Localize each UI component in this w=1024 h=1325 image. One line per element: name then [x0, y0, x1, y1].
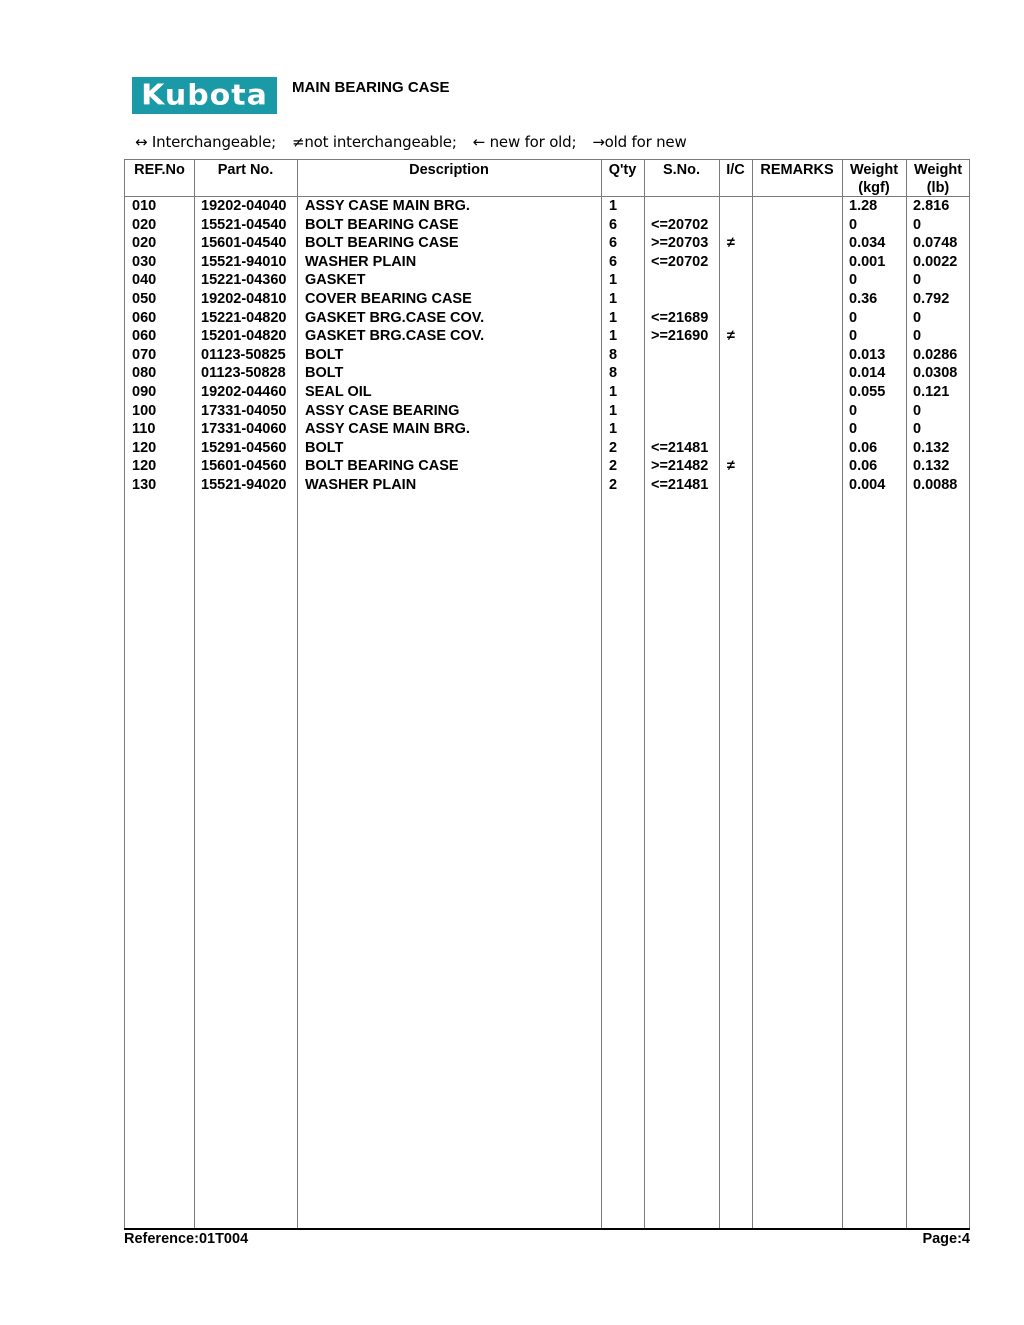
cell-sno: >=21482 — [651, 458, 709, 475]
cell-ref: 030 — [132, 253, 157, 270]
cell-wlb: 0.132 — [913, 458, 950, 475]
table-row — [125, 197, 969, 216]
cell-ref: 090 — [132, 384, 157, 400]
cell-desc: BOLT — [305, 365, 344, 382]
cell-desc: COVER BEARING CASE — [305, 291, 472, 307]
header-weight-kgf: Weight (kgf) — [849, 162, 899, 196]
cell-ref: 120 — [132, 458, 157, 475]
cell-qty: 8 — [609, 365, 618, 382]
parts-table — [124, 159, 970, 1229]
cell-ref: 050 — [132, 291, 157, 307]
cell-desc: BOLT BEARING CASE — [305, 235, 459, 252]
cell-wkgf: 0.055 — [849, 384, 886, 400]
cell-qty: 1 — [609, 328, 618, 345]
cell-part: 15521-94010 — [201, 253, 287, 270]
table-row — [125, 420, 969, 439]
cell-ref: 060 — [132, 309, 157, 326]
kubota-logo — [132, 77, 277, 114]
cell-wkgf: 1.28 — [849, 198, 878, 214]
table-row — [125, 234, 969, 253]
table-row — [125, 383, 969, 402]
cell-ref: 070 — [132, 346, 157, 363]
cell-wlb: 0.121 — [913, 384, 950, 400]
cell-ic: ≠ — [727, 458, 735, 475]
header-ref: REF.No — [134, 162, 185, 178]
cell-desc: BOLT — [305, 346, 344, 363]
cell-ref: 010 — [132, 198, 157, 214]
cell-desc: WASHER PLAIN — [305, 253, 417, 270]
cell-desc: GASKET BRG.CASE COV. — [305, 328, 485, 345]
cell-sno: <=20702 — [651, 253, 709, 270]
cell-sno: <=21689 — [651, 309, 709, 326]
cell-part: 01123-50828 — [201, 365, 286, 382]
cell-wkgf: 0 — [849, 402, 858, 419]
legend-old-for-new: →old for new — [592, 133, 687, 151]
cell-ref: 120 — [132, 439, 157, 456]
cell-part: 15221-04360 — [201, 272, 287, 289]
logo-text: Kubota — [141, 78, 268, 112]
header-qty: Q'ty — [608, 162, 637, 178]
cell-qty: 6 — [609, 216, 618, 233]
cell-desc: ASSY CASE BEARING — [305, 402, 460, 419]
table-row — [125, 271, 969, 290]
cell-ic: ≠ — [727, 328, 735, 345]
cell-qty: 1 — [609, 421, 618, 438]
cell-sno: <=21481 — [651, 477, 709, 493]
cell-part: 15521-94020 — [201, 477, 287, 493]
table-row — [125, 253, 969, 272]
cell-desc: BOLT — [305, 439, 344, 456]
table-row — [125, 346, 969, 365]
header-part-no: Part No. — [217, 162, 274, 178]
cell-part: 19202-04460 — [201, 384, 287, 400]
cell-desc: BOLT BEARING CASE — [305, 216, 459, 233]
cell-part: 17331-04050 — [201, 402, 287, 419]
cell-wlb: 0.792 — [913, 291, 950, 307]
cell-wkgf: 0.004 — [849, 477, 886, 493]
cell-qty: 8 — [609, 346, 618, 363]
cell-ref: 060 — [132, 328, 157, 345]
cell-qty: 1 — [609, 291, 618, 307]
cell-part: 15521-04540 — [201, 216, 287, 233]
table-row — [125, 364, 969, 383]
cell-wkgf: 0.06 — [849, 439, 878, 456]
legend-new-for-old: ← new for old; — [472, 133, 577, 151]
cell-wlb: 0.0088 — [913, 477, 958, 493]
cell-wlb: 0.0022 — [913, 253, 958, 270]
cell-ref: 040 — [132, 272, 157, 289]
cell-qty: 1 — [609, 309, 618, 326]
cell-ref: 110 — [132, 421, 156, 438]
cell-qty: 1 — [609, 272, 618, 289]
cell-wkgf: 0.06 — [849, 458, 878, 475]
cell-qty: 2 — [609, 439, 618, 456]
cell-desc: GASKET BRG.CASE COV. — [305, 309, 485, 326]
cell-wlb: 0.0748 — [913, 235, 958, 252]
cell-wkgf: 0 — [849, 328, 858, 345]
legend-not-interchangeable: ≠not interchangeable; — [291, 133, 457, 151]
cell-sno: <=20702 — [651, 216, 709, 233]
cell-desc: BOLT BEARING CASE — [305, 458, 459, 475]
header-weight-lb: Weight (lb) — [913, 162, 963, 196]
cell-part: 17331-04060 — [201, 421, 287, 438]
cell-sno: <=21481 — [651, 439, 709, 456]
cell-wlb: 0 — [913, 216, 922, 233]
cell-part: 01123-50825 — [201, 346, 286, 363]
legend — [135, 133, 687, 151]
cell-qty: 1 — [609, 198, 618, 214]
footer-divider — [124, 1228, 970, 1230]
cell-part: 19202-04810 — [201, 291, 287, 307]
cell-part: 15221-04820 — [201, 309, 287, 326]
cell-desc: ASSY CASE MAIN BRG. — [305, 421, 470, 438]
legend-interchangeable: ↔ Interchangeable; — [135, 133, 276, 151]
cell-wlb: 0 — [913, 272, 922, 289]
cell-qty: 1 — [609, 402, 618, 419]
cell-wkgf: 0 — [849, 272, 858, 289]
cell-ref: 130 — [132, 477, 157, 493]
header-ic: I/C — [726, 162, 745, 178]
table-row — [125, 216, 969, 235]
table-row — [125, 476, 969, 495]
cell-wlb: 2.816 — [913, 198, 950, 214]
header-remarks: REMARKS — [760, 162, 834, 178]
cell-qty: 2 — [609, 477, 618, 493]
cell-wlb: 0.0286 — [913, 346, 958, 363]
table-row — [125, 327, 969, 346]
table-row — [125, 309, 969, 328]
header-description: Description — [409, 162, 489, 178]
cell-ref: 080 — [132, 365, 157, 382]
cell-desc: GASKET — [305, 272, 366, 289]
cell-part: 15291-04560 — [201, 439, 287, 456]
cell-part: 15601-04540 — [201, 235, 287, 252]
cell-qty: 6 — [609, 253, 618, 270]
cell-wlb: 0.0308 — [913, 365, 958, 382]
cell-qty: 6 — [609, 235, 618, 252]
header-serial-no: S.No. — [662, 162, 701, 178]
cell-part: 15601-04560 — [201, 458, 287, 475]
cell-wkgf: 0.013 — [849, 346, 886, 363]
cell-wkgf: 0 — [849, 421, 858, 438]
cell-wkgf: 0.034 — [849, 235, 886, 252]
cell-ref: 020 — [132, 216, 157, 233]
table-row — [125, 402, 969, 421]
cell-wlb: 0 — [913, 402, 922, 419]
cell-wlb: 0 — [913, 309, 922, 326]
table-row — [125, 439, 969, 458]
cell-ref: 100 — [132, 402, 157, 419]
cell-desc: SEAL OIL — [305, 384, 372, 400]
cell-sno: >=20703 — [651, 235, 709, 252]
cell-part: 15201-04820 — [201, 328, 287, 345]
cell-desc: ASSY CASE MAIN BRG. — [305, 198, 470, 214]
cell-wkgf: 0 — [849, 216, 858, 233]
cell-ic: ≠ — [727, 235, 735, 252]
cell-part: 19202-04040 — [201, 198, 287, 214]
table-row — [125, 290, 969, 309]
reference-label: Reference:01T004 — [124, 1231, 249, 1247]
cell-qty: 1 — [609, 384, 618, 400]
cell-qty: 2 — [609, 458, 618, 475]
cell-wlb: 0.132 — [913, 439, 950, 456]
table-row — [125, 457, 969, 476]
cell-wlb: 0 — [913, 328, 922, 345]
cell-ref: 020 — [132, 235, 157, 252]
cell-sno: >=21690 — [651, 328, 709, 345]
cell-wlb: 0 — [913, 421, 922, 438]
page-title: MAIN BEARING CASE — [292, 79, 450, 96]
page-number: Page:4 — [922, 1231, 970, 1247]
cell-wkgf: 0.001 — [849, 253, 886, 270]
cell-wkgf: 0 — [849, 309, 858, 326]
cell-wkgf: 0.014 — [849, 365, 886, 382]
cell-desc: WASHER PLAIN — [305, 477, 417, 493]
cell-wkgf: 0.36 — [849, 291, 878, 307]
